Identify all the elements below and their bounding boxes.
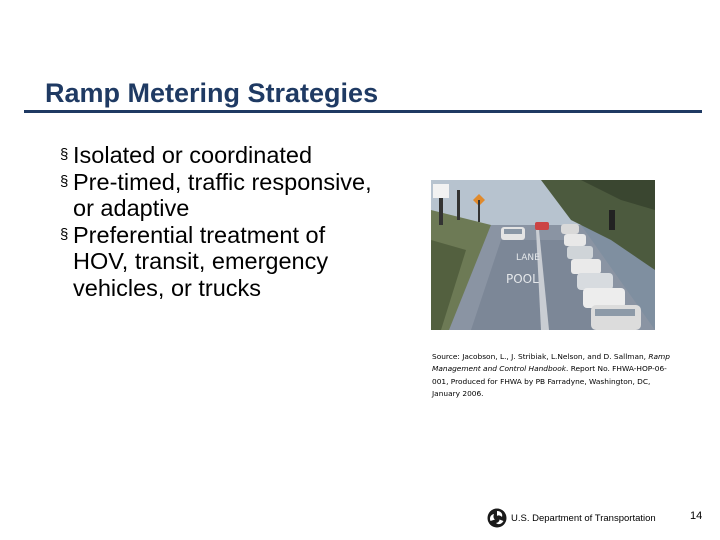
bullet-list	[60, 142, 380, 301]
citation-book-title: Ramp Management and Control Handbook	[432, 352, 670, 374]
bullet-marker: §	[60, 146, 69, 163]
citation-prefix: Source: Jacobson, L., J. Stribiak, L.Nelson, and D. Sallman,	[432, 352, 649, 361]
bullet-marker: §	[60, 172, 69, 190]
bullet-marker: §	[60, 225, 69, 243]
bullet-item	[60, 142, 380, 169]
ramp-photo-illustration	[431, 180, 655, 330]
title-underline	[24, 110, 702, 113]
footer	[487, 507, 656, 529]
ramp-photo	[431, 180, 655, 330]
page-number: 14	[690, 510, 703, 522]
slide-title: Ramp Metering Strategies	[45, 78, 379, 108]
bullet-text: Pre-timed, traffic responsive, or adaptive	[73, 168, 372, 221]
image-source-citation	[432, 351, 677, 400]
road-marking-text: LANE	[516, 253, 540, 263]
agency-name: U.S. Department of Transportation	[511, 512, 656, 524]
bullet-text: Isolated or coordinated	[73, 142, 313, 168]
usdot-triskelion-icon	[487, 508, 507, 528]
bullet-item	[60, 222, 380, 302]
citation-suffix: . Report No. FHWA-HOP-06-001, Produced for FHWA by PB Farradyne, Washington, DC, January 2006.	[432, 364, 667, 398]
road-marking-text: POOL	[506, 272, 539, 286]
bullet-text: Preferential treatment of HOV, transit, emergency vehicles, or trucks	[73, 221, 329, 301]
bullet-item	[60, 169, 380, 222]
